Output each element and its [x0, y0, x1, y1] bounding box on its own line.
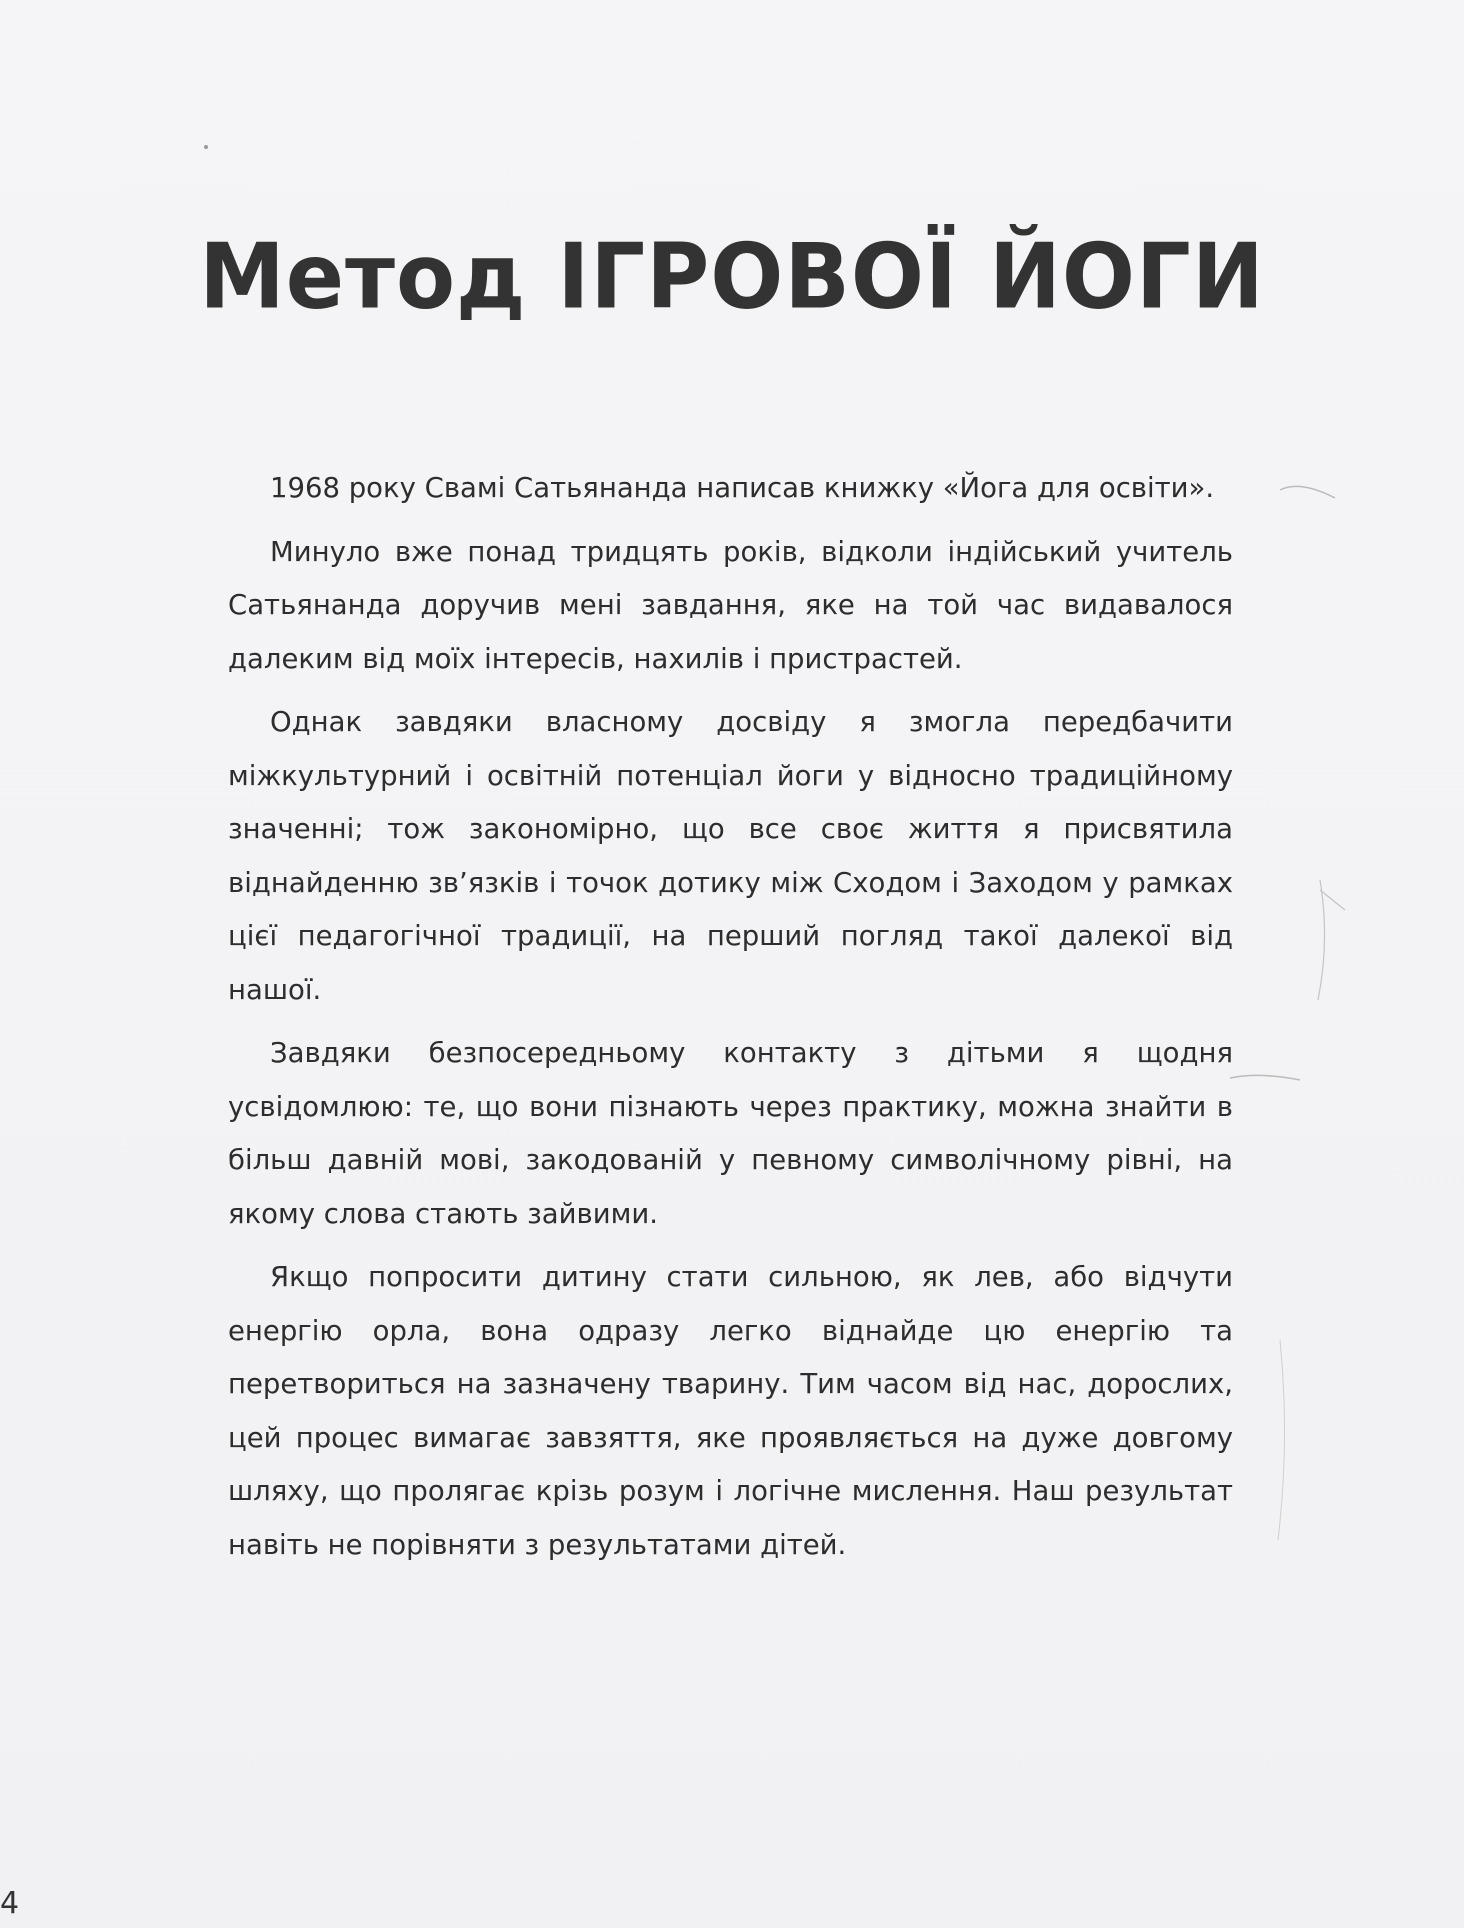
page-title: Метод ІГРОВОЇ ЙОГИ: [199, 224, 1265, 330]
page-number: 4: [0, 1886, 20, 1921]
paragraph-2: Минуло вже понад тридцять років, відколи індійський учитель Сатьянанда доручив мені завдання, яке на той час видавалося далеким від моїх інтересів, нахилів і пристрастей.: [228, 535, 1233, 675]
body-text: [228, 462, 1233, 1582]
paragraph-4: Завдяки безпосередньому контакту з дітьми я щодня усвідомлюю: те, що вони пізнають через практику, можна знайти в більш давній мові, закодованій у певному символічному рівні, на якому слова стають зайвими.: [228, 1037, 1233, 1230]
paragraph-5: Якщо попросити дитину стати сильною, як лев, або відчути енергію орла, вона одразу легко віднайде цю енергію та перетвориться на зазначену тварину. Тим часом від нас, дорослих, цей процес вимагає завзяття, яке проявляється на дуже довгому шляху, що пролягає крізь розум і логічне мислення. Наш результат навіть не порівняти з результатами дітей.: [228, 1261, 1233, 1561]
paragraph-1: 1968 року Свамі Сатьянанда написав книжку «Йога для освіти».: [270, 472, 1215, 504]
paragraph-3: Однак завдяки власному досвіду я змогла передбачити міжкультурний і освітній потенціал йоги у відносно традиційному значенні; тож закономірно, що все своє життя я присвятила віднайденню зв’язків і точок дотику між Сходом і Заходом у рамках цієї педагогічної традиції, на перший погляд такої далекої від нашої.: [228, 706, 1233, 1006]
